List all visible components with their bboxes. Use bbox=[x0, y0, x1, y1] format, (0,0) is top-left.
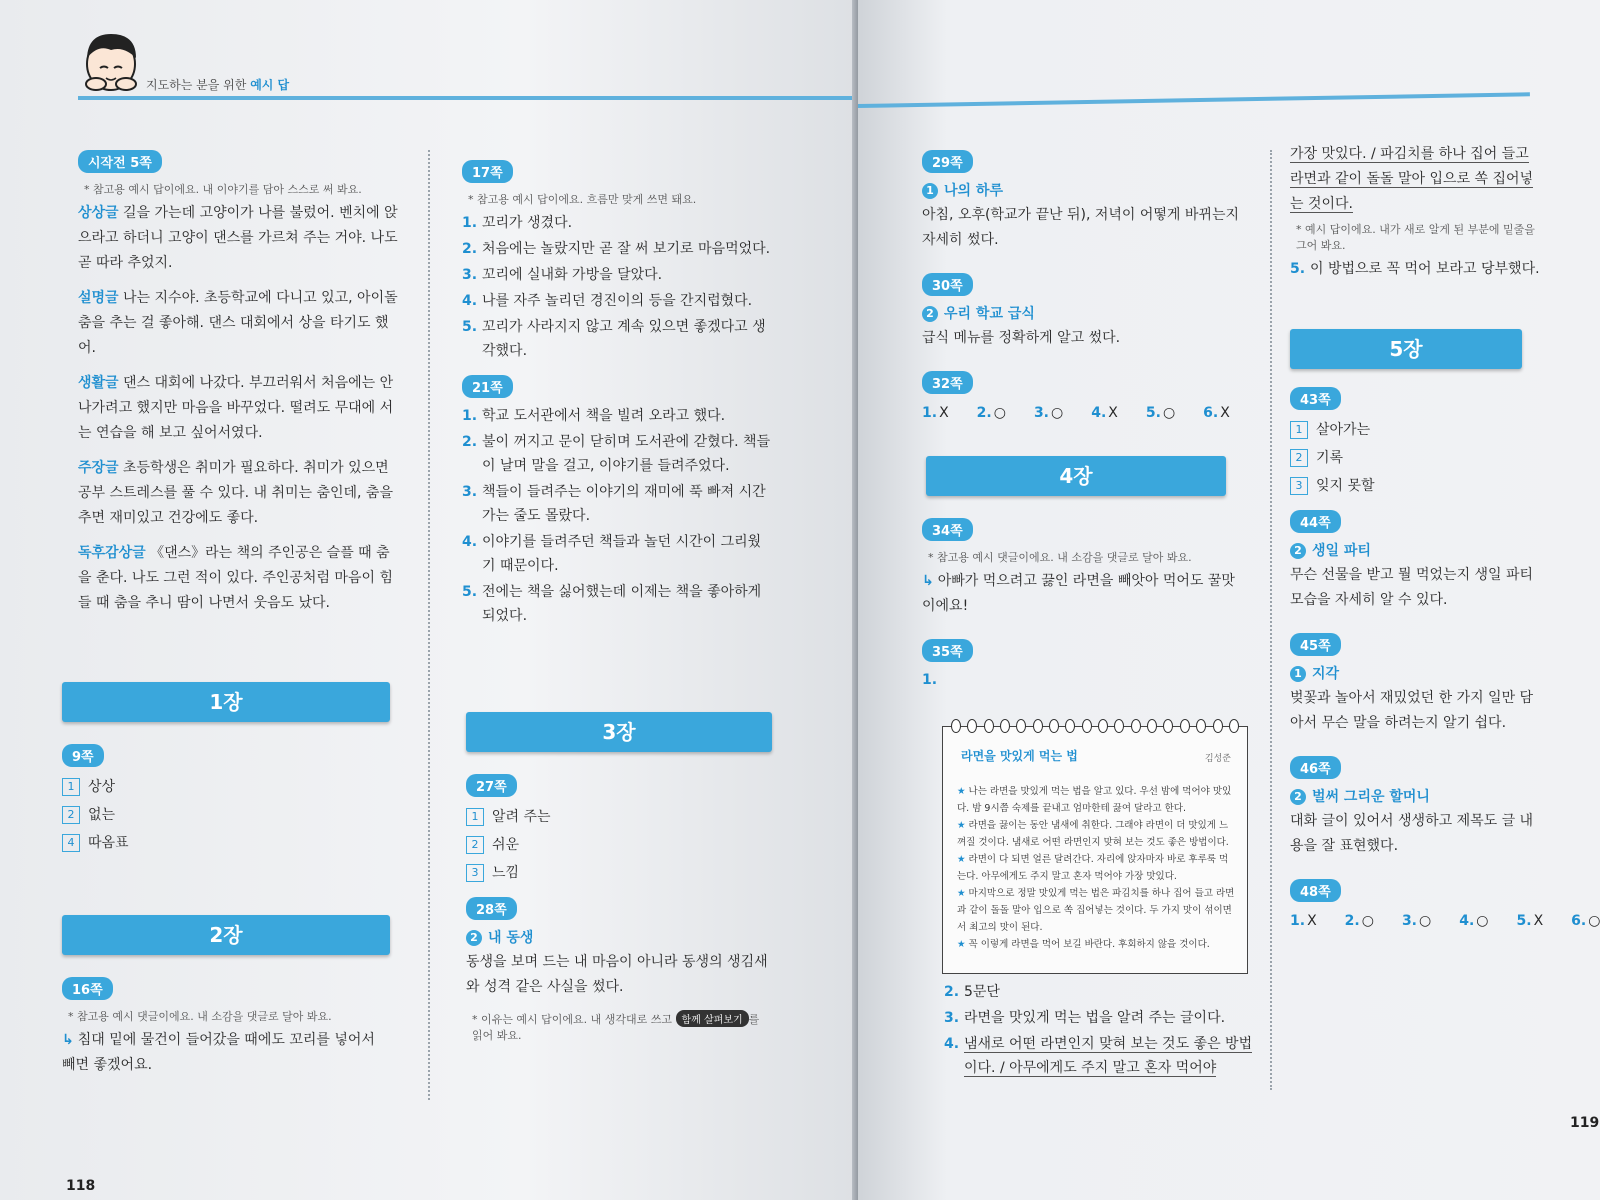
item-text: 느낌 bbox=[492, 865, 520, 881]
note: * 참고용 예시 댓글이에요. 내 소감을 댓글로 달아 봐요. bbox=[928, 551, 1192, 564]
item-text: 이야기를 들려주던 책들과 놀던 시간이 그리웠기 때문이다. bbox=[482, 534, 762, 574]
item-text: 라면을 맛있게 먹는 법을 알려 주는 글이다. bbox=[964, 1010, 1226, 1026]
item-text: 불이 꺼지고 문이 닫히며 도서관에 갇혔다. 책들이 날며 말을 걸고, 이야기를 들려주었다. bbox=[482, 434, 771, 474]
boxed-number: 3 bbox=[1290, 477, 1308, 495]
ox-answer bbox=[977, 405, 1020, 421]
list-item bbox=[466, 831, 772, 859]
item-number bbox=[922, 668, 1242, 693]
boxed-number: 2 bbox=[62, 806, 80, 824]
numbered-list bbox=[1290, 257, 1540, 281]
binder-ring-icon bbox=[951, 719, 961, 733]
item-number-label: 6. bbox=[1203, 405, 1219, 421]
item-number-label: 3. bbox=[462, 484, 478, 500]
answer-mark: ○ bbox=[1588, 913, 1600, 929]
sample-paragraph bbox=[78, 286, 398, 361]
numbered-list bbox=[462, 211, 772, 363]
item-number-label: 5. bbox=[462, 584, 478, 600]
note: * 참고용 예시 답이에요. 내 이야기를 담아 스스로 써 봐요. bbox=[84, 183, 362, 196]
item-text: 꼬리가 생겼다. bbox=[482, 215, 573, 231]
item-text: 꼬리에 실내화 가방을 달았다. bbox=[482, 267, 663, 283]
item-number-label: 1. bbox=[462, 408, 478, 424]
memo-line-text: 나는 라면을 맛있게 먹는 법을 알고 있다. 우선 밤에 먹어야 맛있다. 밤 9시쯤 숙제를 끝내고 엄마한테 끓여 달라고 한다. bbox=[957, 786, 1232, 814]
item-number-label: 5. bbox=[1145, 405, 1161, 421]
item-text: 책들이 들려주는 이야기의 재미에 푹 빠져 시간 가는 줄도 몰랐다. bbox=[482, 484, 766, 524]
binder-ring-icon bbox=[1213, 719, 1223, 733]
paragraph-text: 길을 가는데 고양이가 나를 불렀어. 벤치에 앉으라고 하더니 고양이 댄스를 가르쳐 주는 거야. 나도 곧 따라 추었지. bbox=[78, 205, 398, 271]
page-tag: 48쪽 bbox=[1290, 879, 1341, 902]
answer-mark: ○ bbox=[993, 405, 1006, 421]
item-text: 처음에는 놀랐지만 곧 잘 써 보기로 마음먹었다. bbox=[482, 241, 771, 257]
genre-label: 주장글 bbox=[78, 460, 119, 476]
list-item bbox=[462, 480, 772, 528]
memo-line bbox=[957, 851, 1235, 885]
binder-ring-icon bbox=[1033, 719, 1043, 733]
binder-ring-icon bbox=[1147, 719, 1157, 733]
item-number-label: 3. bbox=[944, 1010, 960, 1026]
chapter-banner: 2장 bbox=[62, 915, 390, 955]
answer-text: 무슨 선물을 받고 뭘 먹었는지 생일 파티 모습을 자세히 알 수 있다. bbox=[1290, 567, 1534, 608]
list-item bbox=[62, 773, 390, 801]
memo-line-text: 꼭 이렇게 라면을 먹어 보길 바란다. 후회하지 않을 것이다. bbox=[968, 939, 1210, 950]
ox-answer bbox=[1402, 913, 1445, 929]
subheading-text: 우리 학교 급식 bbox=[944, 306, 1035, 322]
genre-label: 설명글 bbox=[78, 290, 119, 306]
sample-paragraph bbox=[78, 456, 398, 531]
numbered-list bbox=[944, 980, 1254, 1080]
item-number-label: 1. bbox=[922, 672, 938, 688]
page-tag: 45쪽 bbox=[1290, 633, 1341, 656]
genre-label: 독후감상글 bbox=[78, 545, 146, 561]
answer-mark: X bbox=[939, 405, 949, 421]
list-item bbox=[1290, 416, 1540, 444]
item-number-label: 4. bbox=[1091, 405, 1107, 421]
list-item bbox=[466, 803, 772, 831]
numbered-list bbox=[462, 404, 772, 628]
subheading-text: 지각 bbox=[1312, 666, 1340, 682]
ox-answer bbox=[1034, 405, 1077, 421]
boxed-number: 2 bbox=[466, 836, 484, 854]
item-text: 나를 자주 놀리던 경진이의 등을 간지럽혔다. bbox=[482, 293, 753, 309]
page-tag: 43쪽 bbox=[1290, 387, 1341, 410]
binder-rings bbox=[951, 719, 1239, 733]
page-tag: 46쪽 bbox=[1290, 756, 1341, 779]
item-number-label: 2. bbox=[944, 984, 960, 1000]
header-title bbox=[146, 76, 289, 93]
reply-arrow-icon: ↳ bbox=[62, 1032, 74, 1048]
answer-text: 벚꽃과 놀아서 재밌었던 한 가지 일만 담아서 무슨 말을 하려는지 알기 쉽다. bbox=[1290, 690, 1534, 731]
circled-number: 2 bbox=[922, 306, 938, 322]
note-text: 를 읽어 봐요. bbox=[472, 1013, 760, 1042]
memo-line bbox=[957, 817, 1235, 851]
page-tag: 30쪽 bbox=[922, 273, 973, 296]
subheading-text: 내 동생 bbox=[488, 930, 534, 946]
ox-answers bbox=[1290, 908, 1600, 934]
underlined-text: 가장 맛있다. / 파김치를 하나 집어 들고 라면과 같이 돌돌 말아 입으로 쏙 집어넣는 것이다. bbox=[1290, 146, 1534, 212]
item-text: 알려 주는 bbox=[492, 809, 551, 825]
boxed-number: 1 bbox=[62, 778, 80, 796]
column-divider bbox=[1270, 150, 1272, 1090]
item-number-label: 6. bbox=[1571, 913, 1587, 929]
boxed-number: 1 bbox=[1290, 421, 1308, 439]
page-number: 119 bbox=[1570, 1115, 1600, 1131]
answer-mark: ○ bbox=[1162, 405, 1176, 421]
list-item bbox=[462, 289, 772, 313]
page-tag: 44쪽 bbox=[1290, 510, 1341, 533]
right-column-1-lower bbox=[944, 980, 1254, 1082]
list-item bbox=[944, 1006, 1254, 1030]
answer-list bbox=[62, 773, 390, 857]
binder-ring-icon bbox=[1114, 719, 1124, 733]
sample-paragraph bbox=[78, 371, 398, 446]
list-item bbox=[466, 859, 772, 887]
answer-mark: ○ bbox=[1051, 405, 1064, 421]
chapter-banner: 1장 bbox=[62, 682, 390, 722]
circled-number: 2 bbox=[1290, 789, 1306, 805]
circled-number: 1 bbox=[1290, 666, 1306, 682]
star-icon: ★ bbox=[957, 939, 966, 950]
note: * 참고용 예시 댓글이에요. 내 소감을 댓글로 달아 봐요. bbox=[68, 1010, 332, 1023]
binder-ring-icon bbox=[1000, 719, 1010, 733]
chapter-banner: 5장 bbox=[1290, 329, 1522, 369]
left-column-2 bbox=[462, 150, 772, 630]
page-tag: 17쪽 bbox=[462, 160, 513, 183]
answer-mark: X bbox=[1533, 913, 1544, 929]
subheading bbox=[466, 926, 772, 950]
star-icon: ★ bbox=[957, 786, 966, 797]
answer-mark: X bbox=[1220, 405, 1230, 421]
circled-number: 2 bbox=[466, 930, 482, 946]
page-tag: 35쪽 bbox=[922, 639, 973, 662]
boxed-number: 4 bbox=[62, 834, 80, 852]
binder-ring-icon bbox=[1196, 719, 1206, 733]
genre-label: 생활글 bbox=[78, 375, 119, 391]
page-number: 118 bbox=[66, 1178, 96, 1194]
item-text: 학교 도서관에서 책을 빌려 오라고 했다. bbox=[482, 408, 726, 424]
item-text: 꼬리가 사라지지 않고 계속 있으면 좋겠다고 생각했다. bbox=[482, 319, 766, 359]
child-mascot-icon bbox=[78, 22, 144, 98]
ox-answer bbox=[1517, 913, 1558, 929]
chapter-banner: 3장 bbox=[466, 712, 772, 752]
chapter-3 bbox=[466, 712, 772, 1047]
ox-answer bbox=[1290, 913, 1331, 929]
binder-ring-icon bbox=[967, 719, 977, 733]
binder-ring-icon bbox=[984, 719, 994, 733]
list-item bbox=[462, 404, 772, 428]
answer-text: 아침, 오후(학교가 끝난 뒤), 저녁이 어떻게 바뀌는지 자세히 썼다. bbox=[922, 207, 1240, 248]
subheading-text: 생일 파티 bbox=[1312, 543, 1371, 559]
page-tag: 시작전 5쪽 bbox=[78, 150, 162, 173]
memo-line-text: 마지막으로 정말 맛있게 먹는 법은 파김치를 하나 집어 들고 라면과 같이 돌돌 말아 입으로 쏙 집어넣는 것이다. 두 가지 맛이 섞이면서 최고의 맛이 된다. bbox=[957, 888, 1235, 933]
memo-line bbox=[957, 936, 1235, 953]
item-text: 상상 bbox=[88, 779, 116, 795]
subheading bbox=[1290, 785, 1540, 809]
item-text: 기록 bbox=[1316, 450, 1344, 466]
answer-list bbox=[466, 803, 772, 887]
right-column-2 bbox=[1290, 142, 1600, 934]
right-column-1 bbox=[922, 140, 1242, 693]
binder-ring-icon bbox=[1016, 719, 1026, 733]
note: * 예시 답이에요. 내가 새로 알게 된 부분에 밑줄을 그어 봐요. bbox=[1296, 223, 1535, 252]
item-number-label: 3. bbox=[462, 267, 478, 283]
boxed-number: 3 bbox=[466, 864, 484, 882]
binder-ring-icon bbox=[1082, 719, 1092, 733]
page-tag: 29쪽 bbox=[922, 150, 973, 173]
subheading-text: 나의 하루 bbox=[944, 183, 1003, 199]
memo-line bbox=[957, 885, 1235, 936]
note: * 참고용 예시 답이에요. 흐름만 맞게 쓰면 돼요. bbox=[468, 193, 697, 206]
ox-answer bbox=[1571, 913, 1600, 929]
list-item bbox=[462, 315, 772, 363]
subheading bbox=[922, 302, 1242, 326]
item-text: 살아가는 bbox=[1316, 422, 1371, 438]
continued-answer bbox=[1290, 142, 1540, 217]
item-number-label: 5. bbox=[1290, 261, 1306, 277]
item-text: 5문단 bbox=[964, 984, 1000, 1000]
binder-ring-icon bbox=[1049, 719, 1059, 733]
item-number-label: 2. bbox=[1344, 913, 1360, 929]
ox-answer bbox=[1345, 913, 1388, 929]
memo-title: 라면을 맛있게 먹는 법 bbox=[961, 749, 1078, 763]
answer-list bbox=[1290, 416, 1540, 500]
item-number-label: 2. bbox=[976, 405, 992, 421]
item-number-label: 4. bbox=[944, 1036, 960, 1052]
chapter-1 bbox=[62, 682, 390, 857]
note-text: * 이유는 예시 답이에요. 내 생각대로 쓰고 bbox=[472, 1013, 676, 1026]
ox-answer bbox=[922, 405, 963, 421]
list-item bbox=[462, 237, 772, 261]
item-number-label: 1. bbox=[462, 215, 478, 231]
subheading bbox=[1290, 662, 1540, 686]
memo-line bbox=[957, 783, 1235, 817]
column-divider bbox=[428, 150, 430, 1100]
memo-line-text: 라면을 끓이는 동안 냄새에 취한다. 그래야 라면이 더 맛있게 느껴질 것이다. 냄새로 어떤 라면인지 맞혀 보는 것도 좋은 방법이다. bbox=[957, 820, 1229, 848]
list-item bbox=[62, 829, 390, 857]
item-number-label: 4. bbox=[462, 293, 478, 309]
comment-text: 침대 밑에 물건이 들어갔을 때에도 꼬리를 넣어서 빼면 좋겠어요. bbox=[62, 1032, 375, 1073]
page-tag: 27쪽 bbox=[466, 774, 517, 797]
boxed-number: 2 bbox=[1290, 449, 1308, 467]
item-number-label: 2. bbox=[462, 241, 478, 257]
item-text: 잊지 못할 bbox=[1316, 478, 1375, 494]
item-number-label: 2. bbox=[462, 434, 478, 450]
binder-ring-icon bbox=[1131, 719, 1141, 733]
page-tag: 16쪽 bbox=[62, 977, 113, 1000]
answer-mark: ○ bbox=[1476, 913, 1489, 929]
header-prefix: 지도하는 분을 위한 bbox=[146, 78, 251, 92]
header-accent: 예시 답 bbox=[250, 78, 290, 92]
answer-mark: X bbox=[1108, 405, 1118, 421]
genre-label: 상상글 bbox=[78, 205, 119, 221]
item-text: 쉬운 bbox=[492, 837, 520, 853]
item-number-label: 3. bbox=[1401, 913, 1417, 929]
ox-answer bbox=[1091, 405, 1132, 421]
header-rule bbox=[78, 96, 858, 100]
item-number-label: 1. bbox=[1290, 913, 1306, 929]
item-number-label: 4. bbox=[462, 534, 478, 550]
item-text: 따옴표 bbox=[88, 835, 129, 851]
item-number-label: 5. bbox=[462, 319, 478, 335]
paragraph-text: 나는 지수야. 초등학교에 다니고 있고, 아이돌 춤을 추는 걸 좋아해. 댄스 대회에서 상을 타기도 했어. bbox=[78, 290, 398, 356]
list-item bbox=[462, 211, 772, 235]
reply-arrow-icon: ↳ bbox=[922, 573, 934, 589]
list-item bbox=[462, 430, 772, 478]
paragraph-text: 초등학생은 취미가 필요하다. 취미가 있으면 공부 스트레스를 풀 수 있다. 내 취미는 춤인데, 춤을 추면 재미있고 건강에도 좋다. bbox=[78, 460, 393, 526]
star-icon: ★ bbox=[957, 888, 966, 899]
chapter-banner: 4장 bbox=[926, 456, 1226, 496]
ox-answer bbox=[1146, 405, 1189, 421]
star-icon: ★ bbox=[957, 854, 966, 865]
answer-text: 급식 메뉴를 정확하게 알고 썼다. bbox=[922, 330, 1121, 346]
chapter-2 bbox=[62, 915, 390, 1088]
paragraph-text: 댄스 대회에 나갔다. 부끄러워서 처음에는 안 나가려고 했지만 마음을 바꾸었다. 떨려도 무대에 서는 연습을 해 보고 싶어서였다. bbox=[78, 375, 394, 441]
list-item bbox=[62, 801, 390, 829]
list-item bbox=[944, 980, 1254, 1004]
note bbox=[472, 1010, 772, 1043]
page-tag: 34쪽 bbox=[922, 518, 973, 541]
answer-mark: ○ bbox=[1419, 913, 1432, 929]
see-together-badge: 함께 살펴보기 bbox=[676, 1010, 749, 1027]
memo-author: 김성준 bbox=[1204, 754, 1231, 764]
paragraph-text: 《댄스》라는 책의 주인공은 슬플 때 춤을 춘다. 나도 그런 적이 있다. 주인공처럼 마음이 힘들 때 춤을 추니 땀이 나면서 웃음도 났다. bbox=[78, 545, 393, 611]
item-text: 없는 bbox=[88, 807, 116, 823]
list-item bbox=[944, 1032, 1254, 1080]
answer-mark: X bbox=[1307, 913, 1317, 929]
binder-ring-icon bbox=[1163, 719, 1173, 733]
comment-answer bbox=[922, 569, 1242, 619]
item-number-label: 1. bbox=[922, 405, 938, 421]
list-item bbox=[462, 263, 772, 287]
page-tag: 21쪽 bbox=[462, 375, 513, 398]
list-item bbox=[1290, 472, 1540, 500]
item-number-label: 3. bbox=[1033, 405, 1049, 421]
binder-ring-icon bbox=[1065, 719, 1075, 733]
ox-answers bbox=[922, 400, 1242, 426]
subheading-text: 벌써 그리운 할머니 bbox=[1312, 789, 1430, 805]
list-item bbox=[1290, 257, 1540, 281]
boxed-number: 1 bbox=[466, 808, 484, 826]
sample-paragraphs bbox=[78, 201, 398, 616]
page-tag: 28쪽 bbox=[466, 897, 517, 920]
comment-answer bbox=[62, 1028, 390, 1078]
binder-ring-icon bbox=[1098, 719, 1108, 733]
binder-ring-icon bbox=[1180, 719, 1190, 733]
answer-text: 동생을 보며 드는 내 마음이 아니라 동생의 생김새와 성격 같은 사실을 썼다. bbox=[466, 954, 768, 995]
right-page bbox=[858, 0, 1600, 1200]
answer-text: 대화 글이 있어서 생생하고 제목도 글 내용을 잘 표현했다. bbox=[1290, 813, 1534, 854]
item-text: 냄새로 어떤 라면인지 맞혀 보는 것도 좋은 방법이다. / 아무에게도 주지 말고 혼자 먹어야 bbox=[964, 1036, 1253, 1076]
page-tag: 32쪽 bbox=[922, 371, 973, 394]
header-rule bbox=[858, 92, 1530, 108]
item-text: 이 방법으로 꼭 먹어 보라고 당부했다. bbox=[1310, 261, 1540, 277]
circled-number: 1 bbox=[922, 183, 938, 199]
subheading bbox=[1290, 539, 1540, 563]
star-icon: ★ bbox=[957, 820, 966, 831]
sample-paragraph bbox=[78, 201, 398, 276]
item-number-label: 4. bbox=[1459, 913, 1475, 929]
answer-mark: ○ bbox=[1361, 913, 1374, 929]
memo-line-text: 라면이 다 되면 얼른 달려간다. 자리에 앉자마자 바로 후루룩 먹는다. 아무에게도 주지 말고 혼자 먹어야 가장 맛있다. bbox=[957, 854, 1229, 882]
ox-answer bbox=[1203, 405, 1244, 421]
list-item bbox=[1290, 444, 1540, 472]
list-item bbox=[462, 580, 772, 628]
circled-number: 2 bbox=[1290, 543, 1306, 559]
subheading bbox=[922, 179, 1242, 203]
page-tag: 9쪽 bbox=[62, 744, 104, 767]
comment-text: 아빠가 먹으려고 끓인 라면을 빼앗아 먹어도 꿀맛이에요! bbox=[922, 573, 1235, 614]
memo-card bbox=[942, 726, 1248, 974]
item-text: 전에는 책을 싫어했는데 이제는 책을 좋아하게 되었다. bbox=[482, 584, 762, 624]
sample-paragraph bbox=[78, 541, 398, 616]
item-number-label: 5. bbox=[1516, 913, 1532, 929]
list-item bbox=[462, 530, 772, 578]
left-column-1 bbox=[78, 140, 398, 626]
binder-ring-icon bbox=[1229, 719, 1239, 733]
memo-body bbox=[957, 783, 1235, 953]
ox-answer bbox=[1459, 913, 1502, 929]
